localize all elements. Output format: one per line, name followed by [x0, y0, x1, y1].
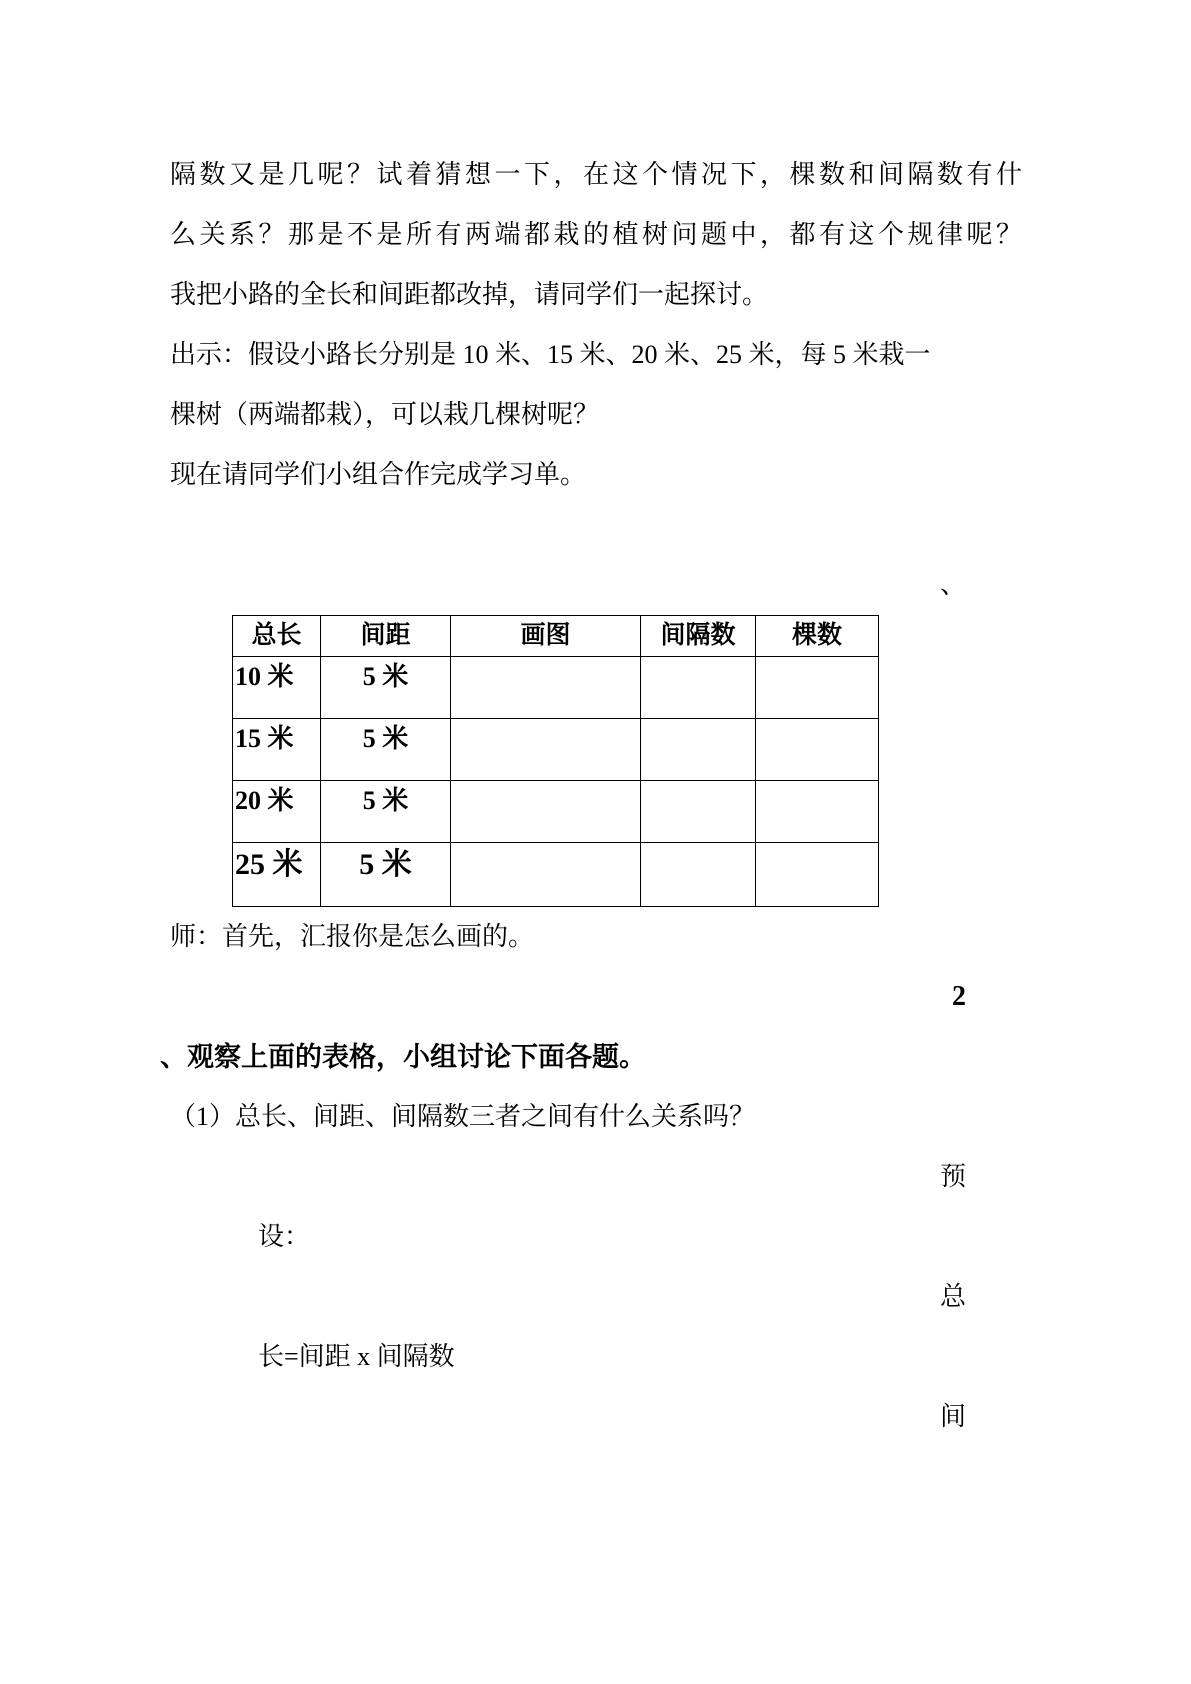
table-cell — [451, 719, 641, 781]
table-header-cell: 棵数 — [756, 616, 879, 657]
page-number: 2 — [952, 981, 966, 1012]
table-cell — [756, 719, 879, 781]
table-row — [233, 719, 879, 781]
table-cell — [641, 781, 756, 843]
answer-fragment-line: 长=间距 x 间隔数 — [258, 1342, 455, 1371]
paragraph-line: 我把小路的全长和间距都改掉，请同学们一起探讨。 — [170, 280, 769, 309]
right-overflow-char: 总 — [939, 1282, 966, 1311]
paragraph-line: 隔数又是几呢？试着猜想一下，在这个情况下，棵数和间隔数有什 — [170, 160, 1022, 189]
table-cell: 20 米 — [233, 781, 321, 843]
table-cell — [451, 657, 641, 719]
table-cell: 10 米 — [233, 657, 321, 719]
table-row — [233, 781, 879, 843]
table-cell: 5 米 — [321, 781, 451, 843]
blank-line — [170, 505, 1022, 555]
table-cell — [451, 843, 641, 907]
paragraph-line: 现在请同学们小组合作完成学习单。 — [170, 460, 587, 489]
table-cell — [756, 657, 879, 719]
table-cell — [756, 843, 879, 907]
paragraph-line: 么关系？那是不是所有两端都栽的植树问题中，都有这个规律呢？ — [170, 220, 1022, 249]
paragraph-line: 出示：假设小路长分别是 10 米、15 米、20 米、25 米，每 5 米栽一 — [170, 340, 931, 369]
table-cell — [641, 657, 756, 719]
table-cell: 15 米 — [233, 719, 321, 781]
question-line: （1）总长、间距、间隔数三者之间有什么关系吗？ — [170, 1102, 756, 1131]
table-cell — [641, 719, 756, 781]
table-cell — [451, 781, 641, 843]
table-header-row — [233, 616, 879, 657]
stray-punctuation: 、 — [939, 570, 966, 599]
table-cell: 5 米 — [321, 719, 451, 781]
answer-fragment-line: 设： — [258, 1222, 311, 1251]
table-header-cell: 间隔数 — [641, 616, 756, 657]
teacher-remark-line: 师：首先，汇报你是怎么画的。 — [170, 922, 535, 951]
table-row — [233, 843, 879, 907]
table-header-cell: 间距 — [321, 616, 451, 657]
table-cell — [641, 843, 756, 907]
section-heading: 、观察上面的表格，小组讨论下面各题。 — [160, 1042, 646, 1072]
right-overflow-char: 间 — [939, 1402, 966, 1431]
table-header-cell: 画图 — [451, 616, 641, 657]
table-cell: 5 米 — [321, 843, 451, 907]
page-content — [160, 145, 1022, 1447]
table-header-cell: 总长 — [233, 616, 321, 657]
table-cell — [756, 781, 879, 843]
paragraph-line: 棵树（两端都栽），可以栽几棵树呢？ — [170, 400, 600, 429]
table-row — [233, 657, 879, 719]
table-cell: 5 米 — [321, 657, 451, 719]
right-overflow-char: 预 — [939, 1162, 966, 1191]
table-cell: 25 米 — [233, 843, 321, 907]
worksheet-table — [232, 615, 879, 907]
